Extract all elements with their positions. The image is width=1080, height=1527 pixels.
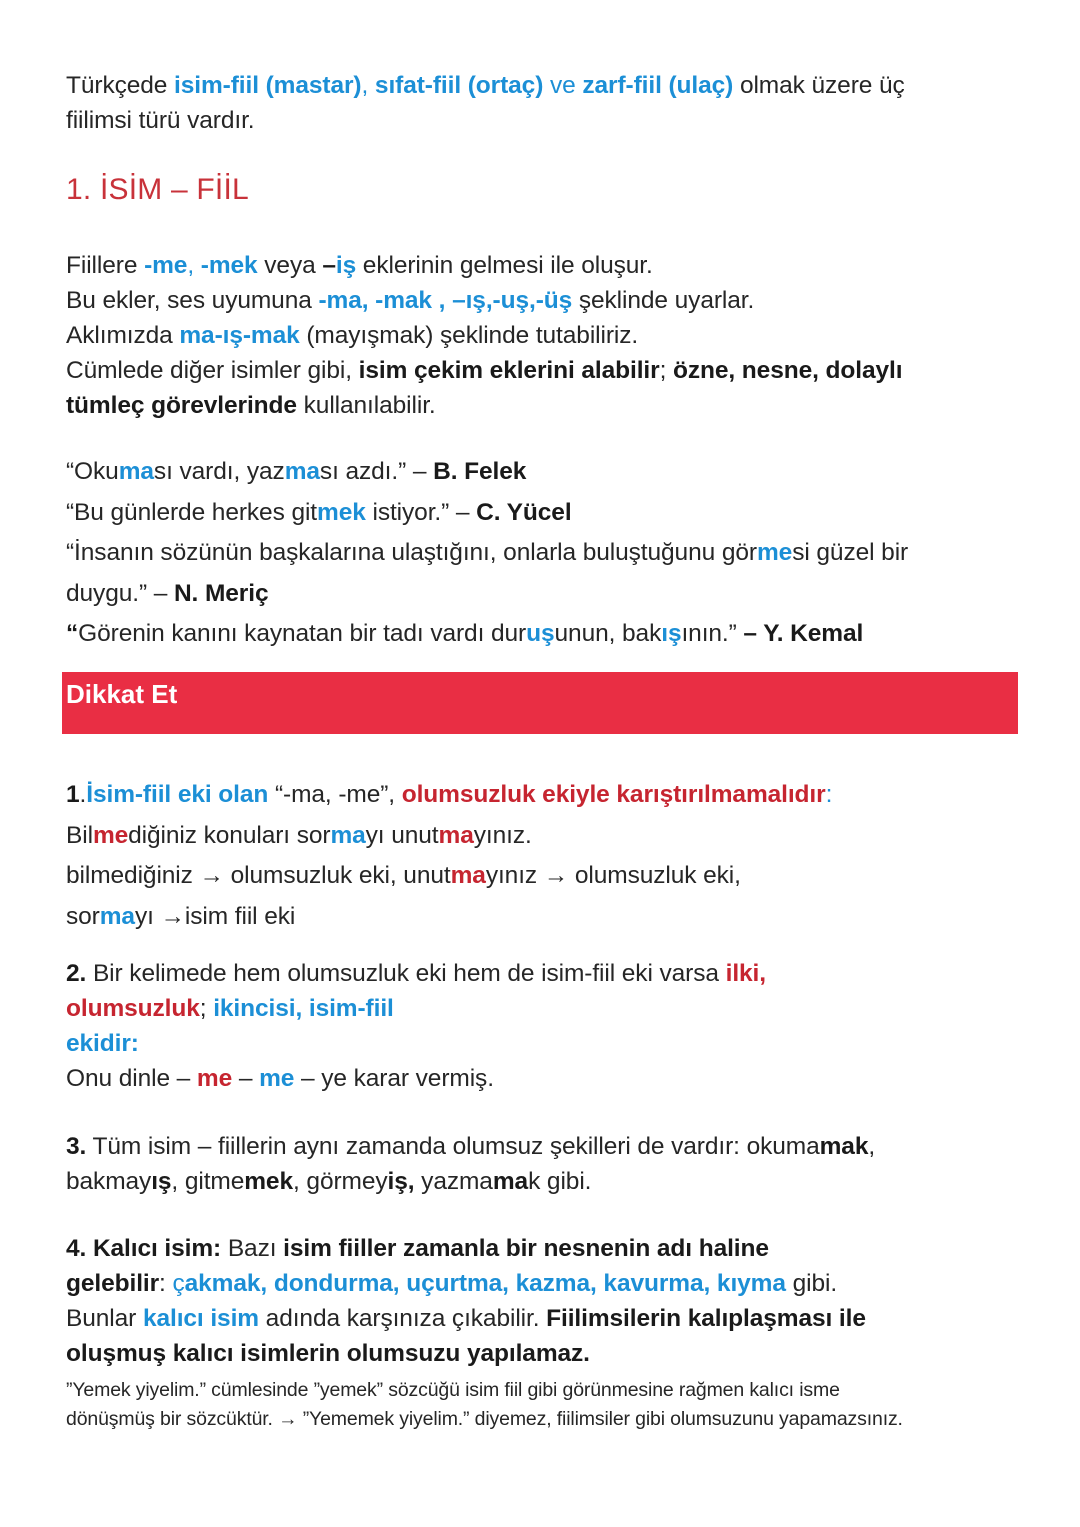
text-run: Bazı (221, 1235, 284, 1262)
text-run: diğiniz konuları sor (128, 821, 331, 849)
note-4-footnote (66, 1376, 1016, 1434)
text-run: yı unut (365, 821, 439, 849)
text-run: sı azdı.” – (319, 458, 434, 485)
text-run: ve (543, 72, 583, 99)
text-run: dönüşmüş bir sözcüktür. → ”Yememek yiyelim.” diyemez, fiilimsiler gibi olumsuzunu yapamazsınız. (66, 1408, 903, 1430)
text-run: mak (819, 1133, 869, 1160)
text-run: isim çekim eklerini alabilir (358, 357, 660, 384)
text-run: ikincisi, isim-fiil (213, 995, 394, 1022)
text-line (66, 1336, 1016, 1371)
text-run: , gitme (171, 1168, 245, 1195)
text-run: me (756, 539, 793, 566)
text-run: Bir kelimede hem olumsuzluk eki hem de isim-fiil eki varsa (86, 960, 726, 987)
text-run: B. Felek (433, 458, 527, 485)
text-run: veya (257, 252, 323, 279)
text-run: -ma, -mak , –ış,-uş,-üş (318, 287, 573, 314)
text-run: “-ma, -me”, (268, 781, 402, 808)
text-run: , (868, 1133, 876, 1160)
text-run: 2. (66, 960, 87, 987)
text-run: olumsuzluk ekiyle karıştırılmamalıdır (401, 781, 826, 808)
text-run: ış (661, 620, 682, 647)
text-run: ma (330, 821, 366, 849)
text-line (66, 991, 1016, 1026)
text-run: -me (144, 252, 188, 279)
text-line (66, 1026, 1016, 1061)
text-run: isim-fiil (mastar) (174, 72, 362, 99)
text-run: kalıcı isim (142, 1305, 259, 1332)
text-line (66, 1405, 1016, 1434)
text-run: 4. Kalıcı isim: (66, 1235, 222, 1262)
text-run: Onu dinle – (66, 1065, 197, 1092)
text-line (66, 68, 1016, 103)
text-run: yınız → olumsuzluk eki, (485, 862, 741, 889)
text-line (66, 452, 1016, 493)
text-run: Fiillere (66, 252, 145, 279)
text-run: me (196, 1065, 233, 1092)
text-run: bakmay (66, 1168, 152, 1195)
text-line (66, 897, 1016, 938)
text-run: ma (284, 458, 320, 485)
text-run: isim fiiller zamanla bir nesnenin adı haline (283, 1235, 769, 1262)
text-run: , (187, 252, 201, 279)
text-run: bilmediğiniz → olumsuzluk eki, unut (66, 862, 451, 889)
text-run: fiilimsi türü vardır. (66, 107, 255, 134)
text-run: ma (118, 458, 154, 485)
text-run: “Oku (66, 458, 119, 485)
text-run: olmak üzere üç (733, 72, 905, 99)
text-run: – (322, 252, 336, 279)
text-run: İsim-fiil eki olan (86, 781, 269, 808)
text-run: ış (151, 1168, 172, 1195)
text-run: me (92, 821, 129, 849)
text-run: “Bu günlerde herkes git (66, 498, 318, 526)
text-run: -mek (200, 252, 258, 279)
text-line (66, 533, 1016, 574)
text-line (66, 1231, 1016, 1266)
text-line (66, 614, 1016, 655)
text-run: istiyor.” – (365, 498, 477, 526)
text-line (66, 775, 1016, 816)
text-line (66, 816, 1016, 857)
text-run: ; (659, 357, 673, 384)
text-line (66, 353, 1016, 388)
text-run: Bunlar (66, 1305, 143, 1332)
text-run: sıfat-fiil (ortaç) (374, 72, 544, 99)
text-run: Fiilimsilerin kalıplaşması ile (546, 1305, 866, 1332)
text-run: si güzel bir (792, 539, 909, 566)
text-run: yazma (414, 1168, 493, 1195)
text-run: ının.” (681, 620, 744, 647)
text-run: mek (244, 1168, 293, 1195)
text-run: ilki, (725, 960, 766, 987)
text-run: iş, (387, 1168, 415, 1195)
text-run: zarf-fiil (ulaç) (582, 72, 734, 99)
text-run: yınız. (473, 821, 532, 849)
text-line (66, 1301, 1016, 1336)
text-line (66, 318, 1016, 353)
text-run: “İnsanın sözünün başkalarına ulaştığını, onlarla buluştuğunu gör (66, 539, 757, 566)
text-line (66, 248, 1016, 283)
text-run: eklerinin gelmesi ile oluşur. (356, 252, 653, 279)
text-line (66, 574, 1016, 615)
text-line (66, 388, 1016, 423)
note-4 (66, 1231, 1016, 1371)
text-run: ekidir: (66, 1030, 139, 1057)
text-run: duygu.” – (66, 579, 174, 607)
text-line (66, 283, 1016, 318)
text-run: – ye karar vermiş. (294, 1065, 494, 1092)
text-run: : (159, 1270, 173, 1297)
text-run: Türkçede (66, 72, 175, 99)
note-3 (66, 1129, 1016, 1199)
text-line (66, 1164, 1016, 1199)
text-run: – (232, 1065, 260, 1092)
text-run: 3. (66, 1133, 87, 1160)
text-run: Görenin kanını kaynatan bir tadı vardı dur (78, 620, 527, 647)
text-run: gibi. (785, 1270, 838, 1297)
text-run: ma (492, 1168, 529, 1195)
text-run: 1 (66, 781, 80, 808)
text-run: sor (66, 902, 100, 930)
text-line (66, 1129, 1016, 1164)
text-run: ”Yemek yiyelim.” cümlesinde ”yemek” sözcüğü isim fiil gibi görünmesine rağmen kalıcı isme (66, 1379, 840, 1401)
text-run: iş (335, 252, 357, 279)
text-run: Tüm isim – fiillerin aynı zamanda olumsuz şekilleri de vardır: okuma (86, 1133, 820, 1160)
section-heading: 1. İSİM – FİİL (66, 173, 249, 206)
example-quotes (66, 452, 1016, 655)
text-run: Cümlede diğer isimler gibi, (66, 357, 359, 384)
dikkat-et-banner (62, 672, 1018, 734)
text-run: . (79, 781, 87, 808)
text-run: C. Yücel (476, 498, 572, 526)
text-run: özne, nesne, dolaylı (672, 357, 903, 384)
text-run: me (259, 1065, 295, 1092)
intro-paragraph (66, 68, 1016, 138)
text-run: ç (172, 1270, 185, 1297)
text-run: adında karşınıza çıkabilir. (258, 1305, 547, 1332)
text-run: kullanılabilir. (296, 392, 436, 419)
text-run: N. Meriç (173, 579, 269, 607)
text-run: ma-ış-mak (179, 322, 300, 349)
text-run: sı vardı, yaz (153, 458, 285, 485)
text-run: ma (99, 902, 135, 930)
text-run: şeklinde uyarlar. (572, 287, 755, 314)
text-run: k gibi. (528, 1168, 592, 1195)
definition-paragraph (66, 248, 1016, 423)
text-run: – Y. Kemal (743, 620, 864, 647)
text-run: mek (317, 498, 366, 526)
text-run: ma (450, 862, 486, 889)
text-line (66, 856, 1016, 897)
text-line (66, 1061, 1016, 1096)
text-line (66, 1266, 1016, 1301)
text-run: unun, bak (554, 620, 662, 647)
banner-title: Dikkat Et (66, 679, 178, 709)
text-run: “ (66, 620, 79, 647)
text-run: olumsuzluk (66, 995, 200, 1022)
text-run: uş (526, 620, 555, 647)
text-line (66, 956, 1016, 991)
text-line (66, 103, 1016, 138)
note-1 (66, 775, 1016, 937)
text-run: Aklımızda (66, 322, 180, 349)
text-line (66, 1376, 1016, 1405)
text-run: (mayışmak) şeklinde tutabiliriz. (299, 322, 639, 349)
text-run: ma (438, 821, 474, 849)
text-run: oluşmuş kalıcı isimlerin olumsuzu yapılamaz. (66, 1340, 590, 1367)
text-run: : (825, 781, 833, 808)
text-run: , görmey (293, 1168, 388, 1195)
text-run: yı →isim fiil eki (134, 902, 296, 930)
text-run: gelebilir (66, 1270, 160, 1297)
text-run: ; (199, 995, 214, 1022)
text-run: Bu ekler, ses uyumuna (66, 287, 319, 314)
text-run: Bil (66, 821, 93, 849)
text-run: tümleç görevlerinde (66, 392, 297, 419)
text-run: , (361, 72, 375, 99)
text-run: akmak, dondurma, uçurtma, kazma, kavurma, kıyma (184, 1270, 786, 1297)
note-2 (66, 956, 1016, 1096)
text-line (66, 493, 1016, 534)
